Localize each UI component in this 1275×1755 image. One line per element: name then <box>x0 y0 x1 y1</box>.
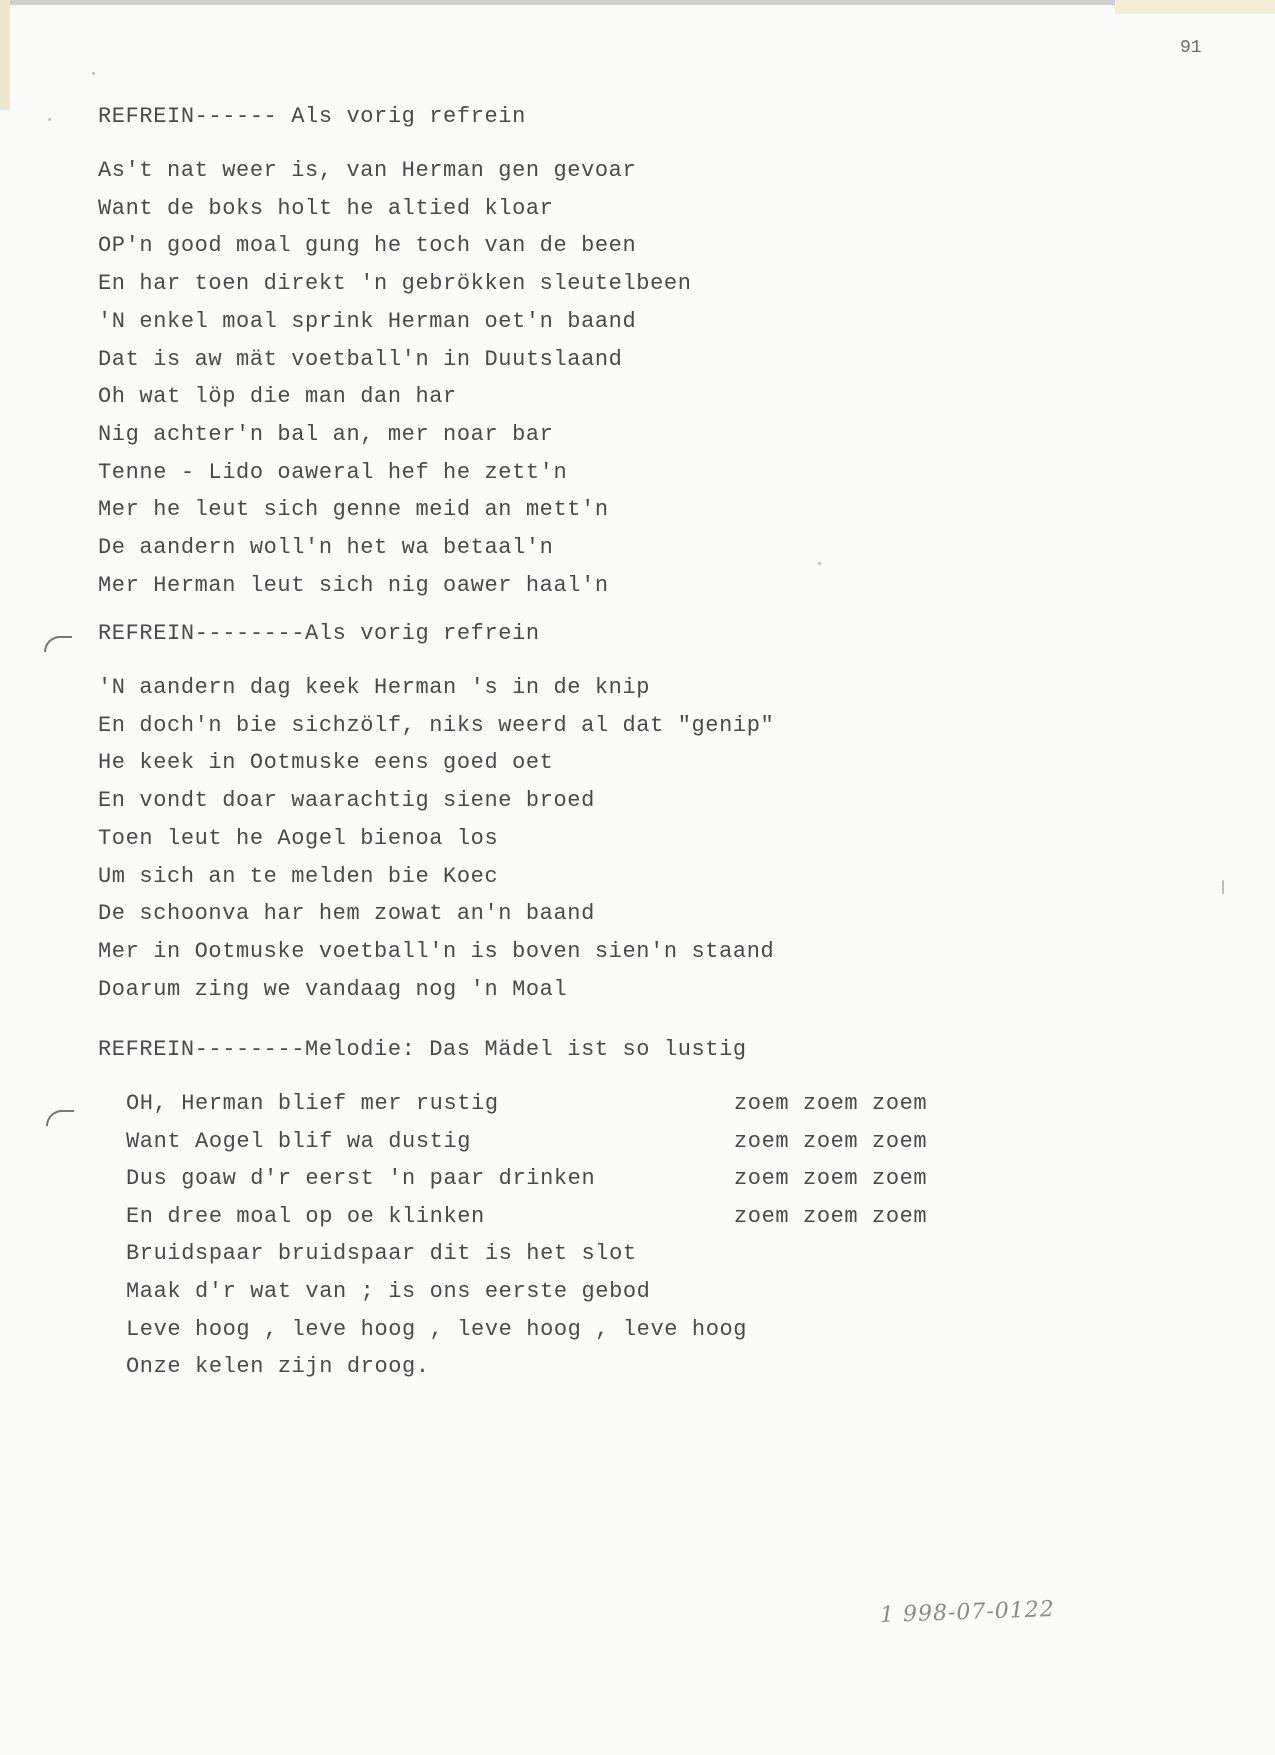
scan-top-edge-tint <box>1115 0 1275 14</box>
verse-line: En doch'n bie sichzölf, niks weerd al dat "genip" <box>98 712 775 738</box>
chorus-line <box>126 1123 927 1161</box>
chorus-line <box>126 1273 927 1311</box>
scan-speck <box>818 562 821 565</box>
chorus-line <box>126 1348 927 1386</box>
scan-top-edge <box>0 0 1275 5</box>
verse-line: Mer he leut sich genne meid an mett'n <box>98 497 609 523</box>
verse-line: Nig achter'n bal an, mer noar bar <box>98 421 554 447</box>
chorus-line-text: Dus goaw d'r eerst 'n paar drinken <box>126 1166 596 1192</box>
refrein-heading-3: REFREIN--------Melodie: Das Mädel ist so lustig <box>98 1037 747 1062</box>
chorus-line-refrain: zoem zoem zoem <box>734 1166 928 1192</box>
chorus-line <box>126 1311 927 1349</box>
verse-line: Doarum zing we vandaag nog 'n Moal <box>98 976 568 1002</box>
chorus-line-refrain: zoem zoem zoem <box>734 1128 928 1154</box>
chorus-line-text: Leve hoog , leve hoog , leve hoog , leve hoog <box>126 1316 748 1342</box>
verse-line: De aandern woll'n het wa betaal'n <box>98 535 554 561</box>
verse-2 <box>98 669 774 1008</box>
verse-line: En har toen direkt 'n gebrökken sleutelbeen <box>98 271 692 297</box>
chorus <box>126 1085 927 1386</box>
refrein-heading-1: REFREIN------ Als vorig refrein <box>98 104 526 129</box>
chorus-line-refrain: zoem zoem zoem <box>734 1203 928 1229</box>
chorus-line-text: Onze kelen zijn droog. <box>126 1354 430 1380</box>
refrein-heading-2: REFREIN--------Als vorig refrein <box>98 621 540 646</box>
verse-line: Tenne - Lido oaweral hef he zett'n <box>98 459 568 485</box>
verse-line: Mer Herman leut sich nig oawer haal'n <box>98 572 609 598</box>
archive-number: 1 998-07-0122 <box>879 1596 1056 1629</box>
verse-line: De schoonva har hem zowat an'n baand <box>98 901 595 927</box>
verse-line: Mer in Ootmuske voetball'n is boven sien'n staand <box>98 938 775 964</box>
chorus-line-text: En dree moal op oe klinken <box>126 1203 485 1229</box>
chorus-line-text: Want Aogel blif wa dustig <box>126 1128 472 1154</box>
chorus-line-refrain: zoem zoem zoem <box>734 1091 928 1116</box>
chorus-line <box>126 1198 927 1236</box>
verse-1 <box>98 152 692 604</box>
verse-line: 'N aandern dag keek Herman 's in de knip <box>98 675 651 700</box>
verse-line: En vondt doar waarachtig siene broed <box>98 788 595 814</box>
margin-mark <box>46 1110 74 1126</box>
scan-speck <box>48 118 51 121</box>
page-number: 91 <box>1180 38 1202 58</box>
chorus-line-text: Maak d'r wat van ; is ons eerste gebod <box>126 1278 651 1304</box>
verse-line: Um sich an te melden bie Koec <box>98 863 499 889</box>
verse-line: He keek in Ootmuske eens goed oet <box>98 750 554 776</box>
chorus-line <box>126 1160 927 1198</box>
margin-mark <box>44 636 72 652</box>
verse-line: Oh wat löp die man dan har <box>98 384 457 410</box>
verse-line: Dat is aw mät voetball'n in Duutslaand <box>98 346 623 372</box>
scan-speck <box>92 72 95 75</box>
chorus-line <box>126 1085 927 1123</box>
scan-left-edge-tint <box>0 0 10 110</box>
verse-line: 'N enkel moal sprink Herman oet'n baand <box>98 308 637 334</box>
chorus-line-text: OH, Herman blief mer rustig <box>126 1091 499 1116</box>
chorus-line <box>126 1235 927 1273</box>
verse-line: OP'n good moal gung he toch van de been <box>98 233 637 259</box>
scan-speck <box>1222 880 1224 894</box>
verse-line: Want de boks holt he altied kloar <box>98 195 554 221</box>
chorus-line-text: Bruidspaar bruidspaar dit is het slot <box>126 1241 637 1267</box>
verse-line: Toen leut he Aogel bienoa los <box>98 825 499 851</box>
verse-line: As't nat weer is, van Herman gen gevoar <box>98 158 637 183</box>
